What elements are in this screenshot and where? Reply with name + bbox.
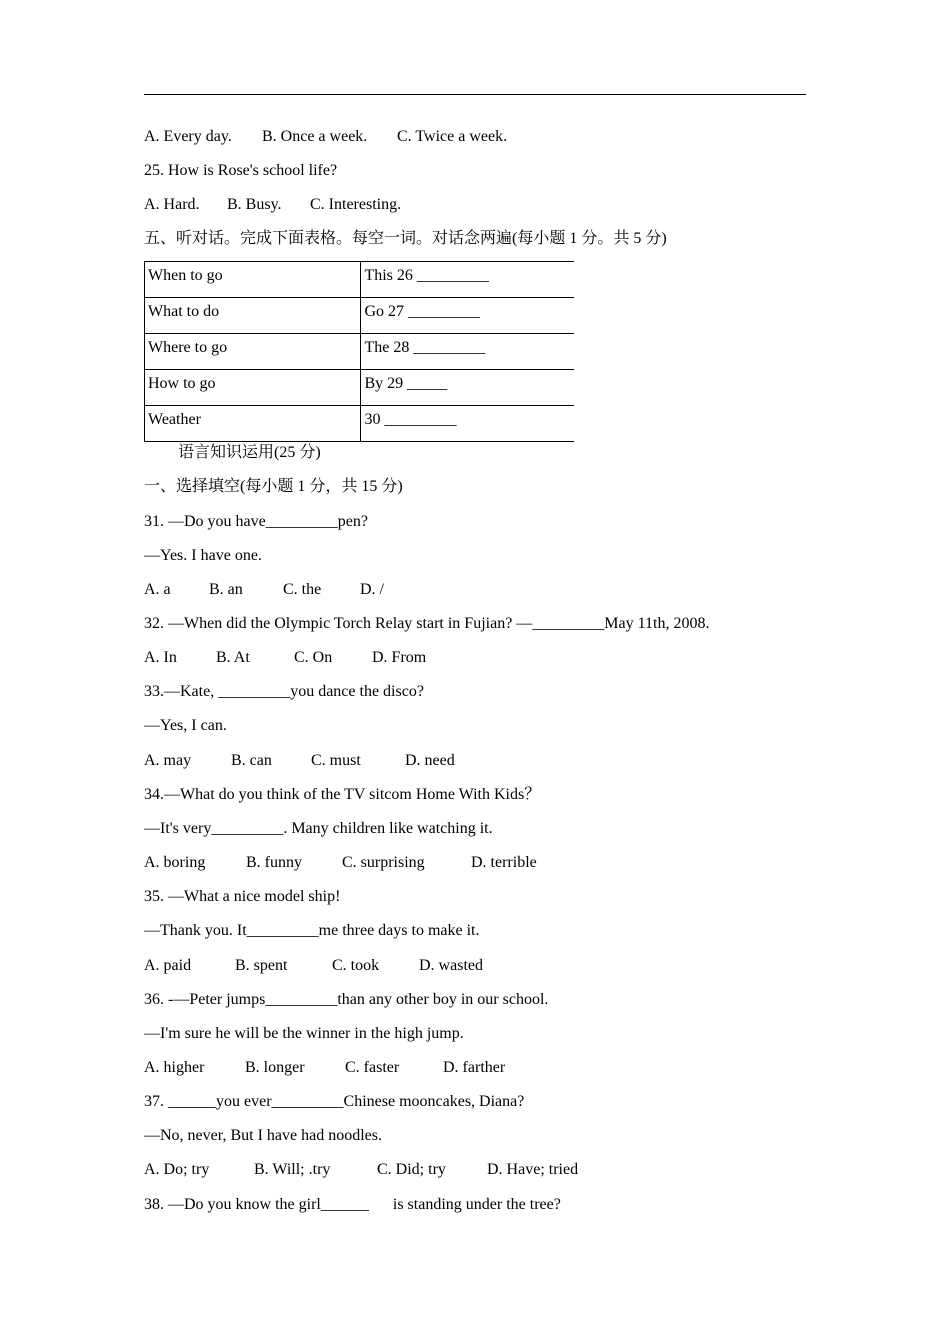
table-blank-27[interactable]: Go 27 _________ [361, 298, 574, 334]
q31-option-d[interactable]: D. / [360, 581, 384, 598]
q32-question: 32. —When did the Olympic Torch Relay start in Fujian? —_________May 11th, 2008. [144, 615, 710, 632]
table-label: Where to go [145, 334, 361, 370]
table-label: What to do [145, 298, 361, 334]
q24-option-b[interactable]: B. Once a week. [262, 128, 368, 145]
q36-option-c[interactable]: C. faster [345, 1059, 400, 1076]
q32-option-a[interactable]: A. In [144, 649, 177, 666]
table-blank-28[interactable]: The 28 _________ [361, 334, 574, 370]
table-blank-26[interactable]: This 26 _________ [361, 262, 574, 298]
q33-option-b[interactable]: B. can [231, 752, 272, 769]
q38-question: 38. —Do you know the girl______ is standing under the tree? [144, 1196, 561, 1213]
q37-answer: —No, never, But I have had noodles. [144, 1127, 382, 1144]
q35-option-b[interactable]: B. spent [235, 957, 288, 974]
table-blank-30[interactable]: 30 _________ [361, 406, 574, 442]
table-row [145, 334, 575, 370]
q37-option-b[interactable]: B. Will; .try [254, 1161, 331, 1178]
q37-option-c[interactable]: C. Did; try [377, 1161, 446, 1178]
q25-question: 25. How is Rose's school life? [144, 162, 338, 179]
q34-option-d[interactable]: D. terrible [471, 854, 537, 871]
table-label: How to go [145, 370, 361, 406]
q36-option-d[interactable]: D. farther [443, 1059, 506, 1076]
q34-option-c[interactable]: C. surprising [342, 854, 425, 871]
q25-option-c[interactable]: C. Interesting. [310, 196, 402, 213]
q34-answer: —It's very_________. Many children like watching it. [144, 820, 493, 837]
section5-header: 五、听对话。完成下面表格。每空一词。对话念两遍(每小题 1 分。共 5 分) [144, 230, 667, 247]
q33-option-d[interactable]: D. need [405, 752, 455, 769]
q32-option-b[interactable]: B. At [216, 649, 250, 666]
header-rule [144, 94, 806, 95]
table-row [145, 262, 575, 298]
q24-option-a[interactable]: A. Every day. [144, 128, 232, 145]
q32-option-d[interactable]: D. From [372, 649, 427, 666]
table-blank-29[interactable]: By 29 _____ [361, 370, 574, 406]
part-title: 语言知识运用(25 分) [178, 444, 321, 461]
q35-option-a[interactable]: A. paid [144, 957, 192, 974]
q37-option-d[interactable]: D. Have; tried [487, 1161, 579, 1178]
q31-answer: —Yes. I have one. [144, 547, 262, 564]
q34-question: 34.—What do you think of the TV sitcom Home With Kids？ [144, 786, 541, 803]
q31-option-a[interactable]: A. a [144, 581, 171, 598]
q31-option-c[interactable]: C. the [283, 581, 322, 598]
q34-option-a[interactable]: A. boring [144, 854, 206, 871]
table-label: When to go [145, 262, 361, 298]
q35-option-d[interactable]: D. wasted [419, 957, 483, 974]
q33-question: 33.—Kate, _________you dance the disco? [144, 683, 424, 700]
table-label: Weather [145, 406, 361, 442]
q33-answer: —Yes, I can. [144, 717, 227, 734]
listening-table [144, 261, 574, 442]
q35-answer: —Thank you. It_________me three days to make it. [144, 922, 480, 939]
q37-question: 37. ______you ever_________Chinese mooncakes, Diana? [144, 1093, 525, 1110]
q37-option-a[interactable]: A. Do; try [144, 1161, 210, 1178]
q36-option-b[interactable]: B. longer [245, 1059, 305, 1076]
section1-header: 一、选择填空(每小题 1 分，共 15 分) [144, 478, 403, 495]
table-row [145, 370, 575, 406]
q33-option-a[interactable]: A. may [144, 752, 192, 769]
table-row [145, 298, 575, 334]
q34-option-b[interactable]: B. funny [246, 854, 302, 871]
q35-option-c[interactable]: C. took [332, 957, 380, 974]
q35-question: 35. —What a nice model ship! [144, 888, 341, 905]
q31-option-b[interactable]: B. an [209, 581, 243, 598]
q25-option-b[interactable]: B. Busy. [227, 196, 282, 213]
q33-option-c[interactable]: C. must [311, 752, 361, 769]
q36-answer: —I'm sure he will be the winner in the high jump. [144, 1025, 464, 1042]
q31-question: 31. —Do you have_________pen? [144, 513, 368, 530]
table-row [145, 406, 575, 442]
q36-question: 36. -—Peter jumps_________than any other boy in our school. [144, 991, 549, 1008]
q36-option-a[interactable]: A. higher [144, 1059, 205, 1076]
q25-option-a[interactable]: A. Hard. [144, 196, 200, 213]
q24-option-c[interactable]: C. Twice a week. [397, 128, 508, 145]
q32-option-c[interactable]: C. On [294, 649, 333, 666]
